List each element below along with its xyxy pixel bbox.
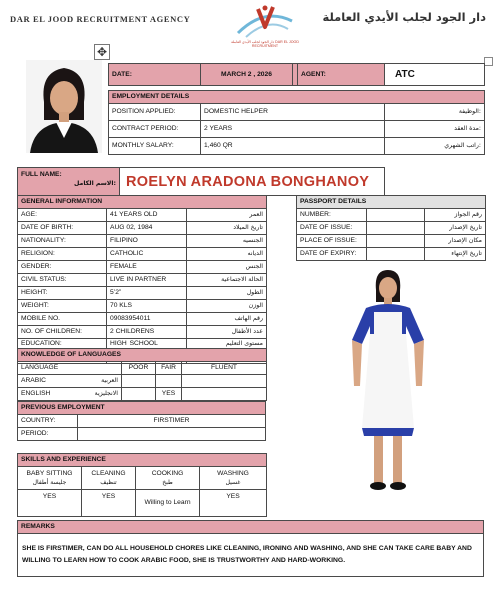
age-label: AGE: xyxy=(18,209,107,222)
age-value[interactable]: 41 YEARS OLD xyxy=(107,209,187,222)
baby-sitting-label-arabic: جليسة أطفال xyxy=(32,479,67,486)
issue-place-label-arabic: مكان الإصدار xyxy=(425,235,486,248)
poor-column-header: POOR xyxy=(122,362,156,375)
contract-label: CONTRACT PERIOD: xyxy=(109,121,201,138)
position-value[interactable]: DOMESTIC HELPER xyxy=(201,104,385,121)
nationality-label-arabic: الجنسيه xyxy=(187,235,267,248)
move-handle-icon[interactable]: ✥ xyxy=(94,44,110,60)
fluent-column-header: FLUENT xyxy=(182,362,267,375)
age-label-arabic: العمر xyxy=(187,209,267,222)
english-fluent-cell[interactable] xyxy=(182,388,267,401)
full-name-label-arabic: الاسم الكامل: xyxy=(73,180,116,187)
arabic-fair-cell[interactable] xyxy=(156,375,182,388)
languages-title: KNOWLEDGE OF LANGUAGES xyxy=(18,349,267,362)
religion-label: RELIGION: xyxy=(18,248,107,261)
date-value[interactable]: MARCH 2 , 2026 xyxy=(201,64,293,86)
mobile-value[interactable]: 09083954011 xyxy=(107,313,187,326)
issue-place-label: PLACE OF ISSUE: xyxy=(297,235,367,248)
gender-label-arabic: الجنس xyxy=(187,261,267,274)
children-label: NO. OF CHILDREN: xyxy=(18,326,107,339)
expiry-date-label-arabic: تاريخ الإنتهاء xyxy=(425,248,486,261)
issue-place-value[interactable] xyxy=(367,235,425,248)
period-value[interactable] xyxy=(78,428,266,441)
gender-label: GENDER: xyxy=(18,261,107,274)
height-label-arabic: الطول xyxy=(187,287,267,300)
issue-date-label: DATE OF ISSUE: xyxy=(297,222,367,235)
civil-status-value[interactable]: LIVE IN PARTNER xyxy=(107,274,187,287)
cleaning-value[interactable]: YES xyxy=(82,490,136,517)
dob-label-arabic: تاريخ الميلاد xyxy=(187,222,267,235)
passport-number-label: NUMBER: xyxy=(297,209,367,222)
education-label: EDUCATION: xyxy=(18,339,107,364)
weight-label-arabic: الوزن xyxy=(187,300,267,313)
gender-value[interactable]: FEMALE xyxy=(107,261,187,274)
religion-label-arabic: الديانه xyxy=(187,248,267,261)
expiry-date-label: DATE OF EXPIRY: xyxy=(297,248,367,261)
english-language-label-arabic: الانجليزية xyxy=(70,388,122,401)
previous-employment-table xyxy=(17,401,266,441)
baby-sitting-value[interactable]: YES xyxy=(18,490,82,517)
candidate-full-body-photo xyxy=(344,268,432,498)
issue-date-label-arabic: تاريخ الإصدار xyxy=(425,222,486,235)
full-name-label: FULL NAME: xyxy=(21,171,62,178)
country-value[interactable]: FIRSTIMER xyxy=(78,415,266,428)
cleaning-label: CLEANING xyxy=(91,470,126,477)
language-column-header: LANGUAGE xyxy=(18,362,122,375)
salary-value[interactable]: 1,460 QR xyxy=(201,138,385,155)
skills-table xyxy=(17,453,267,517)
table-resize-handle-icon[interactable] xyxy=(484,57,493,66)
full-name-table xyxy=(17,167,385,196)
salary-label: MONTHLY SALARY: xyxy=(109,138,201,155)
remarks-table xyxy=(17,520,484,577)
agent-value[interactable]: ATC xyxy=(385,64,485,86)
remarks-text[interactable]: SHE IS FIRSTIMER, CAN DO ALL HOUSEHOLD CHORES LIKE CLEANING, IRONING AND WASHING, AND SHE CAN TAKE CARE BABY AND WILLING TO LEARN HOW TO COOK ARABIC FOOD, SHE IS TRUSTWORTHY AND HARD-WORKING. xyxy=(18,534,484,577)
washing-label-arabic: غسيل xyxy=(225,479,241,486)
position-label-arabic: الوظيفة: xyxy=(385,104,485,121)
civil-status-label: CIVIL STATUS: xyxy=(18,274,107,287)
contract-value[interactable]: 2 YEARS xyxy=(201,121,385,138)
arabic-fluent-cell[interactable] xyxy=(182,375,267,388)
general-information-title: GENERAL INFORMATION xyxy=(18,196,267,209)
logo-graphic-icon xyxy=(224,3,306,41)
cooking-value[interactable]: Willing to Learn xyxy=(136,490,200,517)
employment-details-title: EMPLOYMENT DETAILS xyxy=(109,91,485,104)
civil-status-label-arabic: الحالة الاجتماعية xyxy=(187,274,267,287)
contract-label-arabic: مدة العقد: xyxy=(385,121,485,138)
agency-logo xyxy=(224,3,306,48)
washing-value[interactable]: YES xyxy=(200,490,267,517)
dob-label: DATE OF BIRTH: xyxy=(18,222,107,235)
english-fair-cell[interactable]: YES xyxy=(156,388,182,401)
arabic-language-label: ARABIC xyxy=(18,375,70,388)
general-information-table xyxy=(17,195,267,364)
logo-caption: دار الجود لجلب الأيدي العاملة DAR EL JOOD RECRUITMENT xyxy=(231,40,299,48)
cooking-header xyxy=(136,467,200,490)
passport-number-label-arabic: رقم الجواز xyxy=(425,209,486,222)
agent-label: AGENT: xyxy=(298,64,385,86)
skills-title: SKILLS AND EXPERIENCE xyxy=(18,454,267,467)
baby-sitting-header xyxy=(18,467,82,490)
children-label-arabic: عدد الأطفال xyxy=(187,326,267,339)
agency-name-arabic: دار الجود لجلب الأيدي العاملة xyxy=(322,10,486,24)
issue-date-value[interactable] xyxy=(367,222,425,235)
arabic-poor-cell[interactable] xyxy=(122,375,156,388)
full-name-value[interactable]: ROELYN ARADONA BONGHANOY xyxy=(120,168,385,196)
expiry-date-value[interactable] xyxy=(367,248,425,261)
washing-label: WASHING xyxy=(217,470,249,477)
passport-number-value[interactable] xyxy=(367,209,425,222)
religion-value[interactable]: CATHOLIC xyxy=(107,248,187,261)
arabic-language-label-arabic: العربية xyxy=(70,375,122,388)
passport-details-table xyxy=(296,195,486,261)
weight-value[interactable]: 70 KLS xyxy=(107,300,187,313)
employment-table xyxy=(108,63,485,155)
salary-label-arabic: راتب الشهري: xyxy=(385,138,485,155)
fair-column-header: FAIR xyxy=(156,362,182,375)
cleaning-label-arabic: تنظيف xyxy=(100,479,117,486)
nationality-value[interactable]: FILIPINO xyxy=(107,235,187,248)
languages-table xyxy=(17,348,267,401)
baby-sitting-label: BABY SITTING xyxy=(26,470,73,477)
english-language-label: ENGLISH xyxy=(18,388,70,401)
date-label: DATE: xyxy=(109,64,201,86)
washing-header xyxy=(200,467,267,490)
agency-name-english: DAR EL JOOD RECRUITMENT AGENCY xyxy=(10,14,191,24)
previous-employment-title: PREVIOUS EMPLOYMENT xyxy=(18,402,266,415)
period-label: PERIOD: xyxy=(18,428,78,441)
children-value[interactable]: 2 CHILDRENS xyxy=(107,326,187,339)
education-value[interactable]: HIGH SCHOOL xyxy=(107,339,187,364)
height-value[interactable]: 5’2” xyxy=(107,287,187,300)
passport-details-title: PASSPORT DETAILS xyxy=(297,196,486,209)
position-label: POSITION APPLIED: xyxy=(109,104,201,121)
remarks-title: REMARKS xyxy=(18,521,484,534)
full-name-label-cell xyxy=(18,168,120,196)
cooking-label-arabic: طبخ xyxy=(162,479,173,486)
country-label: COUNTRY: xyxy=(18,415,78,428)
cooking-label: COOKING xyxy=(151,470,184,477)
education-label-arabic: مستوى التعليم xyxy=(187,339,267,364)
english-poor-cell[interactable] xyxy=(122,388,156,401)
mobile-label-arabic: رقم الهاتف xyxy=(187,313,267,326)
height-label: HEIGHT: xyxy=(18,287,107,300)
dob-value[interactable]: AUG 02, 1984 xyxy=(107,222,187,235)
nationality-label: NATIONALITY: xyxy=(18,235,107,248)
weight-label: WEIGHT: xyxy=(18,300,107,313)
mobile-label: MOBILE NO. xyxy=(18,313,107,326)
candidate-photo xyxy=(26,60,102,153)
cleaning-header xyxy=(82,467,136,490)
